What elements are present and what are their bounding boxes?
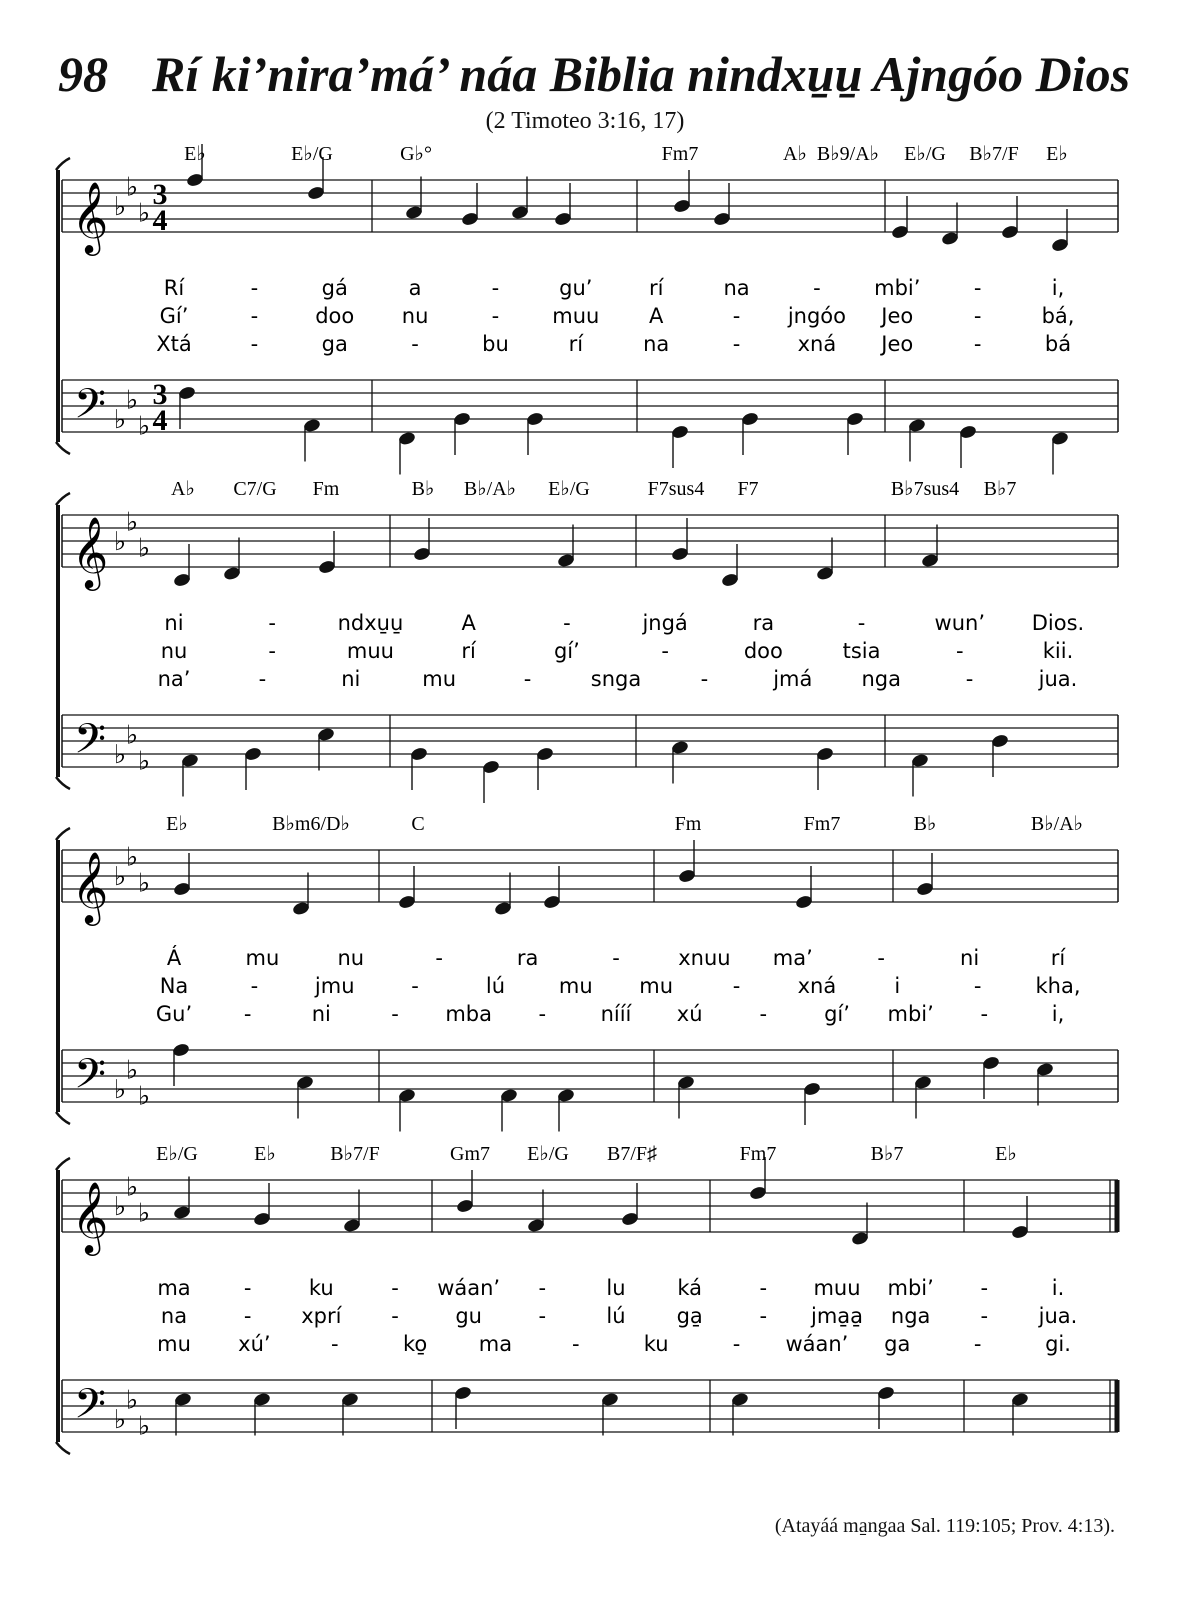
lyric-syllable: ku bbox=[643, 1332, 669, 1356]
chord-symbol: B♭7 bbox=[983, 478, 1017, 500]
lyric-syllable: i. bbox=[1051, 1276, 1065, 1300]
lyric-syllable: - bbox=[980, 1304, 989, 1328]
lyric-syllable: jua. bbox=[1038, 1304, 1078, 1328]
chord-symbol: B♭7/F bbox=[330, 1143, 380, 1165]
chord-symbol: B♭m6/D♭ bbox=[272, 813, 350, 835]
lyric-syllable: - bbox=[980, 1276, 989, 1300]
lyric-syllable: ma bbox=[478, 1332, 513, 1356]
lyric-syllable: xú’ bbox=[238, 1332, 271, 1356]
lyric-syllable: - bbox=[491, 304, 500, 328]
lyric-syllable: nu bbox=[401, 304, 429, 328]
lyric-syllable: xná bbox=[797, 974, 837, 998]
lyric-syllable: rí bbox=[1050, 946, 1066, 970]
bracket-top-hook bbox=[56, 1158, 70, 1170]
lyric-syllable: - bbox=[391, 1002, 399, 1026]
lyric-syllable: - bbox=[973, 276, 982, 300]
key-flat-icon: ♭ bbox=[113, 1192, 127, 1222]
chord-symbol: B♭7 bbox=[870, 1143, 904, 1165]
lyric-syllable: - bbox=[973, 332, 982, 356]
lyric-syllable: mu bbox=[245, 946, 280, 970]
treble-clef-icon: 𝄞 bbox=[71, 1180, 109, 1253]
chord-symbol: E♭/G bbox=[156, 1143, 198, 1165]
lyric-syllable: ni bbox=[341, 667, 361, 691]
lyric-syllable: mbi’ bbox=[887, 1276, 934, 1300]
key-flat-icon: ♭ bbox=[137, 746, 151, 777]
lyric-syllable: ra bbox=[516, 946, 539, 970]
lyric-syllable: bá bbox=[1044, 332, 1072, 356]
lyric-syllable: mba bbox=[445, 1002, 492, 1026]
chord-symbol: E♭/G bbox=[291, 143, 333, 165]
lyric-syllable: ko̱ bbox=[402, 1332, 428, 1356]
lyric-syllable: ga bbox=[321, 332, 348, 356]
lyric-syllable: - bbox=[243, 1002, 252, 1026]
lyric-syllable: jmá bbox=[773, 667, 813, 691]
lyric-syllable: nga bbox=[861, 667, 901, 691]
lyric-syllable: - bbox=[243, 1304, 252, 1328]
bracket-top-hook bbox=[56, 828, 70, 840]
bracket-top-hook bbox=[56, 158, 70, 170]
lyric-syllable: - bbox=[523, 667, 532, 691]
lyric-syllable: A bbox=[461, 611, 476, 635]
lyric-syllable: muu bbox=[346, 639, 394, 663]
lyric-syllable: Xtá bbox=[156, 332, 192, 356]
treble-clef-icon: 𝄞 bbox=[71, 515, 109, 588]
lyric-syllable: - bbox=[411, 332, 419, 356]
chord-symbol: G♭° bbox=[400, 143, 432, 165]
lyric-syllable: na bbox=[723, 276, 750, 300]
key-flat-icon: ♭ bbox=[137, 1198, 151, 1229]
chord-symbol: F7 bbox=[737, 478, 759, 500]
lyric-syllable: kha, bbox=[1035, 974, 1081, 998]
lyric-syllable: jua. bbox=[1038, 667, 1078, 691]
key-flat-icon: ♭ bbox=[125, 1055, 139, 1086]
lyric-syllable: - bbox=[258, 667, 267, 691]
lyric-syllable: ká bbox=[677, 1276, 703, 1300]
lyric-syllable: - bbox=[759, 1304, 768, 1328]
key-flat-icon: ♭ bbox=[137, 1081, 151, 1112]
lyric-syllable: - bbox=[732, 332, 741, 356]
bracket-bottom-hook bbox=[56, 1442, 70, 1454]
lyric-syllable: jngóo bbox=[787, 304, 846, 328]
lyric-syllable: - bbox=[857, 611, 866, 635]
lyric-syllable: nu bbox=[337, 946, 365, 970]
key-flat-icon: ♭ bbox=[125, 385, 139, 416]
lyric-syllable: gí’ bbox=[553, 639, 580, 663]
chord-symbol: E♭ bbox=[254, 1143, 276, 1165]
lyric-syllable: ni bbox=[960, 946, 980, 970]
lyric-syllable: muu bbox=[552, 304, 600, 328]
lyric-syllable: - bbox=[965, 667, 974, 691]
bracket-bottom-hook bbox=[56, 777, 70, 789]
chord-symbol: A♭ bbox=[783, 143, 807, 165]
chord-symbol: B♭/A♭ bbox=[463, 478, 517, 500]
lyric-syllable: tsia bbox=[842, 639, 881, 663]
lyric-syllable: - bbox=[700, 667, 709, 691]
lyric-syllable: mu bbox=[422, 667, 457, 691]
lyric-syllable: xná bbox=[797, 332, 837, 356]
lyric-syllable: muu bbox=[813, 1276, 861, 1300]
lyric-syllable: doo bbox=[743, 639, 783, 663]
lyric-syllable: na’ bbox=[157, 667, 191, 691]
lyric-syllable: ndxu̱u̱ bbox=[337, 611, 404, 635]
chord-symbol: B♭7sus4 bbox=[890, 478, 960, 500]
lyric-syllable: wun’ bbox=[934, 611, 986, 635]
lyric-syllable: ma bbox=[157, 1276, 191, 1300]
time-signature-top: 3 bbox=[152, 378, 168, 411]
key-flat-icon: ♭ bbox=[113, 527, 127, 557]
bass-clef-icon: 𝄢 bbox=[73, 1380, 107, 1438]
lyric-syllable: Gu’ bbox=[155, 1002, 193, 1026]
chord-symbol: A♭ bbox=[171, 478, 195, 500]
chord-symbol: Fm bbox=[674, 813, 702, 835]
key-flat-icon: ♭ bbox=[137, 411, 151, 442]
bass-clef-icon: 𝄢 bbox=[73, 715, 107, 773]
hymn-title: Rí ki’nira’má’ náa Biblia nindxu̱u̱ Ajngóo Dios bbox=[152, 46, 1131, 102]
lyric-syllable: rí bbox=[461, 639, 476, 663]
lyric-syllable: gi. bbox=[1045, 1332, 1071, 1356]
lyric-syllable: rí bbox=[568, 332, 584, 356]
chord-symbol: Fm7 bbox=[803, 813, 841, 835]
treble-clef-icon: 𝄞 bbox=[71, 850, 109, 923]
lyric-syllable: mu bbox=[157, 1332, 191, 1356]
music-system-2 bbox=[56, 478, 1118, 803]
lyric-syllable: i bbox=[894, 974, 901, 998]
lyric-syllable: gá bbox=[321, 276, 348, 300]
lyric-syllable: - bbox=[491, 276, 500, 300]
lyric-syllable: bu bbox=[482, 332, 509, 356]
lyric-syllable: - bbox=[538, 1304, 547, 1328]
lyric-syllable: - bbox=[612, 946, 620, 970]
lyric-syllable: ra bbox=[752, 611, 775, 635]
lyric-syllable: - bbox=[243, 1276, 252, 1300]
lyric-syllable: lú bbox=[606, 1304, 626, 1328]
lyric-syllable: - bbox=[973, 304, 982, 328]
lyric-syllable: - bbox=[732, 974, 741, 998]
lyric-syllable: ma’ bbox=[772, 946, 813, 970]
lyric-syllable: - bbox=[759, 1276, 768, 1300]
chord-symbol: Gm7 bbox=[450, 1143, 490, 1165]
lyric-syllable: nga bbox=[890, 1304, 931, 1328]
lyric-syllable: Jeo bbox=[881, 332, 914, 356]
key-flat-icon: ♭ bbox=[125, 507, 139, 538]
lyric-syllable: Na bbox=[159, 974, 189, 998]
key-flat-icon: ♭ bbox=[125, 842, 139, 873]
lyric-syllable: Rí bbox=[163, 276, 185, 300]
bass-clef-icon: 𝄢 bbox=[73, 380, 107, 438]
lyric-syllable: mu bbox=[639, 974, 674, 998]
lyric-syllable: Á bbox=[166, 946, 182, 970]
lyric-syllable: - bbox=[759, 1002, 768, 1026]
lyric-syllable: - bbox=[973, 1332, 982, 1356]
key-flat-icon: ♭ bbox=[125, 720, 139, 751]
lyric-syllable: - bbox=[268, 639, 277, 663]
lyric-syllable: - bbox=[391, 1276, 399, 1300]
chord-symbol: B7/F♯ bbox=[606, 1143, 658, 1165]
lyric-syllable: doo bbox=[315, 304, 355, 328]
lyric-syllable: A bbox=[648, 304, 664, 328]
lyric-syllable: gu’ bbox=[559, 276, 593, 300]
chord-symbol: E♭ bbox=[995, 1143, 1017, 1165]
scripture-reference: (2 Timoteo 3:16, 17) bbox=[485, 108, 685, 134]
lyric-syllable: - bbox=[813, 276, 821, 300]
lyric-syllable: nu bbox=[160, 639, 188, 663]
chord-symbol: Fm bbox=[312, 478, 340, 500]
chord-symbol: E♭/G bbox=[527, 1143, 569, 1165]
time-signature-bottom: 4 bbox=[152, 204, 168, 237]
lyric-syllable: rí bbox=[648, 276, 664, 300]
lyric-syllable: - bbox=[732, 304, 741, 328]
lyric-syllable: gu bbox=[455, 1304, 482, 1328]
key-flat-icon: ♭ bbox=[113, 862, 127, 892]
lyric-syllable: ku bbox=[308, 1276, 334, 1300]
lyric-syllable: mbi’ bbox=[874, 276, 921, 300]
lyric-syllable: gí’ bbox=[824, 1002, 850, 1026]
chord-symbol: Fm7 bbox=[739, 1143, 777, 1165]
time-signature-top: 3 bbox=[152, 178, 168, 211]
lyric-syllable: ga̱ bbox=[676, 1304, 703, 1328]
chord-symbol: E♭/G bbox=[904, 143, 946, 165]
lyric-syllable: - bbox=[563, 611, 571, 635]
bass-clef-icon: 𝄢 bbox=[73, 1050, 107, 1108]
lyric-syllable: - bbox=[955, 639, 964, 663]
chord-symbol: B♭ bbox=[913, 813, 937, 835]
lyric-syllable: xnuu bbox=[678, 946, 731, 970]
lyric-syllable: Jeo bbox=[881, 304, 914, 328]
chord-symbol: E♭/G bbox=[548, 478, 590, 500]
lyric-syllable: xú bbox=[676, 1002, 703, 1026]
lyric-syllable: - bbox=[250, 304, 259, 328]
lyric-syllable: snga bbox=[590, 667, 642, 691]
lyric-syllable: mu bbox=[558, 974, 593, 998]
time-signature-bottom: 4 bbox=[152, 404, 168, 437]
music-system-1 bbox=[56, 143, 1118, 475]
lyric-syllable: - bbox=[538, 1002, 547, 1026]
lyric-syllable: - bbox=[435, 946, 443, 970]
chord-symbol: E♭ bbox=[184, 143, 206, 165]
key-flat-icon: ♭ bbox=[137, 868, 151, 899]
bracket-top-hook bbox=[56, 493, 70, 505]
lyric-syllable: - bbox=[250, 276, 259, 300]
key-flat-icon: ♭ bbox=[137, 533, 151, 564]
lyric-syllable: i, bbox=[1051, 1002, 1065, 1026]
lyric-syllable: a bbox=[408, 276, 422, 300]
lyric-syllable: jmu bbox=[314, 974, 355, 998]
lyric-syllable: - bbox=[391, 1304, 399, 1328]
key-flat-icon: ♭ bbox=[137, 198, 151, 229]
lyric-syllable: jngá bbox=[642, 611, 688, 635]
lyric-syllable: Dios. bbox=[1031, 611, 1085, 635]
lyric-syllable: ni bbox=[311, 1002, 331, 1026]
bracket-bottom-hook bbox=[56, 442, 70, 454]
lyric-syllable: - bbox=[411, 974, 419, 998]
chord-symbol: E♭ bbox=[166, 813, 188, 835]
key-flat-icon: ♭ bbox=[137, 1411, 151, 1442]
lyric-syllable: ga bbox=[884, 1332, 911, 1356]
lyric-syllable: mbi’ bbox=[887, 1002, 934, 1026]
treble-clef-icon: 𝄞 bbox=[71, 180, 109, 253]
lyric-syllable: - bbox=[268, 611, 277, 635]
footer-reference: (Atayáá ma̱ngaa Sal. 119:105; Prov. 4:13). bbox=[774, 1515, 1115, 1537]
hymn-number: 98 bbox=[58, 46, 108, 102]
chord-symbol: Fm7 bbox=[661, 143, 699, 165]
chord-symbol: B♭9/A♭ bbox=[816, 143, 880, 165]
lyric-syllable: bá, bbox=[1041, 304, 1075, 328]
chord-symbol: F7sus4 bbox=[647, 478, 705, 500]
chord-symbol: C7/G bbox=[233, 478, 277, 500]
chord-symbol: E♭ bbox=[1046, 143, 1068, 165]
lyric-syllable: - bbox=[973, 974, 982, 998]
lyric-syllable: ni bbox=[164, 611, 184, 635]
music-system-4 bbox=[56, 1143, 1118, 1454]
lyric-syllable: jma̱a̱ bbox=[810, 1304, 864, 1328]
lyric-syllable: wáan’ bbox=[437, 1276, 501, 1300]
lyric-syllable: Gí’ bbox=[159, 304, 189, 328]
lyric-syllable: lú bbox=[485, 974, 506, 998]
music-system-3 bbox=[56, 813, 1118, 1132]
lyric-syllable: - bbox=[572, 1332, 580, 1356]
lyric-syllable: kii. bbox=[1042, 639, 1074, 663]
lyric-syllable: - bbox=[980, 1002, 989, 1026]
lyric-syllable: lu bbox=[606, 1276, 626, 1300]
lyric-syllable: xprí bbox=[301, 1304, 342, 1328]
key-flat-icon: ♭ bbox=[113, 1075, 127, 1105]
key-flat-icon: ♭ bbox=[125, 172, 139, 203]
lyric-syllable: na bbox=[643, 332, 670, 356]
lyric-syllable: - bbox=[538, 1276, 547, 1300]
key-flat-icon: ♭ bbox=[113, 192, 127, 222]
chord-symbol: B♭/A♭ bbox=[1030, 813, 1084, 835]
lyric-syllable: - bbox=[250, 332, 259, 356]
lyric-syllable: - bbox=[330, 1332, 339, 1356]
bracket-bottom-hook bbox=[56, 1112, 70, 1124]
key-flat-icon: ♭ bbox=[113, 1405, 127, 1435]
key-flat-icon: ♭ bbox=[113, 740, 127, 770]
lyric-syllable: nííí bbox=[600, 1002, 632, 1026]
lyric-syllable: wáan’ bbox=[785, 1332, 849, 1356]
lyric-syllable: - bbox=[250, 974, 259, 998]
chord-symbol: C bbox=[411, 813, 425, 835]
lyric-syllable: - bbox=[661, 639, 669, 663]
chord-symbol: B♭7/F bbox=[969, 143, 1019, 165]
lyric-syllable: - bbox=[877, 946, 885, 970]
key-flat-icon: ♭ bbox=[125, 1385, 139, 1416]
lyric-syllable: i, bbox=[1051, 276, 1065, 300]
lyric-syllable: na bbox=[160, 1304, 188, 1328]
key-flat-icon: ♭ bbox=[125, 1172, 139, 1203]
chord-symbol: B♭ bbox=[411, 478, 435, 500]
key-flat-icon: ♭ bbox=[113, 405, 127, 435]
lyric-syllable: - bbox=[732, 1332, 741, 1356]
